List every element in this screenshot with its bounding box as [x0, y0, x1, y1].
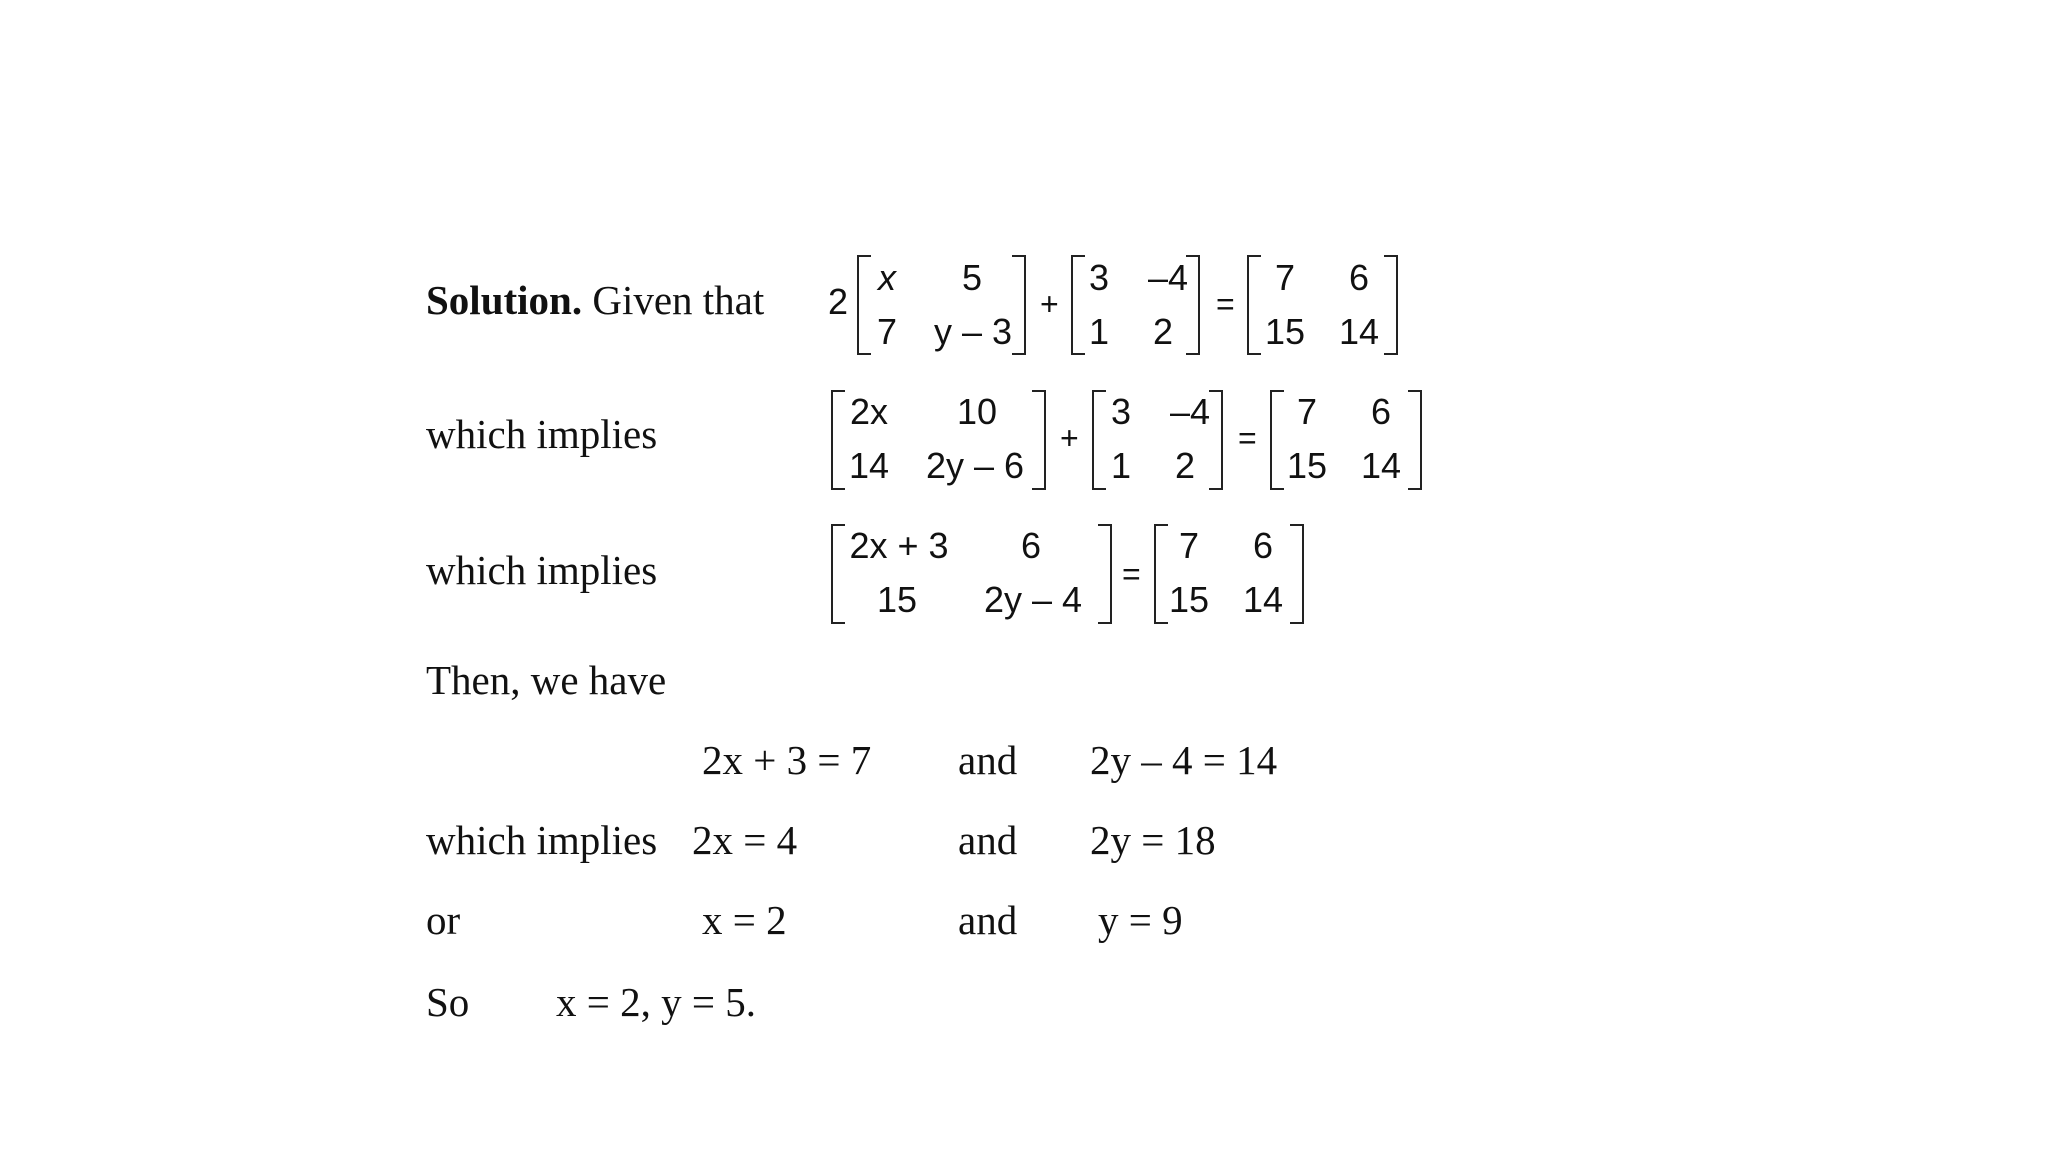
matrix-cell: 2x + 3: [849, 525, 949, 566]
matrix-cell: 15: [1286, 445, 1328, 486]
eq1-and: and: [958, 737, 1018, 783]
matrix-cell: 14: [1338, 311, 1380, 352]
matrix-cell: 6: [1020, 525, 1042, 566]
matrix-cell: 2y – 6: [925, 445, 1025, 486]
eq2-left: 2x = 4: [692, 817, 798, 863]
equals-sign: =: [1216, 286, 1235, 322]
matrix-cell: 6: [1252, 525, 1274, 566]
which-implies-label: which implies: [426, 411, 658, 457]
matrix-cell: 14: [1360, 445, 1402, 486]
solution-label: [426, 277, 765, 323]
matrix-cell: x: [878, 257, 896, 298]
eq1-right: 2y – 4 = 14: [1090, 737, 1278, 783]
final-value: x = 2, y = 5.: [556, 979, 756, 1025]
matrix-cell: y – 3: [933, 311, 1013, 352]
bracket-left: [857, 255, 871, 355]
given-that-text: Given that: [582, 277, 765, 323]
bracket-right: [1408, 390, 1422, 490]
bracket-left: [1247, 255, 1261, 355]
bracket-right: [1012, 255, 1026, 355]
eq3-right: y = 9: [1098, 897, 1183, 943]
eq2-and: and: [958, 817, 1018, 863]
matrix-cell: –4: [1169, 391, 1211, 432]
matrix-cell: 6: [1370, 391, 1392, 432]
plus-sign: +: [1040, 286, 1059, 322]
equals-sign: =: [1238, 420, 1257, 456]
solution-bold: Solution.: [426, 277, 583, 323]
bracket-right: [1032, 390, 1046, 490]
bracket-left: [1270, 390, 1284, 490]
bracket-right: [1098, 524, 1112, 624]
matrix-cell: 15: [1168, 579, 1210, 620]
eq3-label: or: [426, 897, 461, 943]
matrix-cell: 6: [1348, 257, 1370, 298]
then-text: Then, we have: [426, 657, 667, 703]
matrix-cell: 10: [956, 391, 998, 432]
matrix-cell: 3: [1088, 257, 1110, 298]
bracket-left: [1071, 255, 1085, 355]
matrix-cell: 7: [876, 311, 898, 352]
bracket-left: [1092, 390, 1106, 490]
matrix-cell: 14: [848, 445, 890, 486]
bracket-right: [1290, 524, 1304, 624]
bracket-right: [1384, 255, 1398, 355]
bracket-left: [831, 524, 845, 624]
which-implies-label: which implies: [426, 547, 658, 593]
eq3-and: and: [958, 897, 1018, 943]
bracket-left: [831, 390, 845, 490]
matrix-cell: 2: [1174, 445, 1196, 486]
matrix-cell: 14: [1242, 579, 1284, 620]
matrix-cell: 2x: [849, 391, 889, 432]
equals-sign: =: [1122, 556, 1141, 592]
scalar-two: 2: [828, 281, 849, 322]
eq2-right: 2y = 18: [1090, 817, 1216, 863]
matrix-cell: 1: [1110, 445, 1132, 486]
matrix-cell: 5: [961, 257, 983, 298]
plus-sign: +: [1060, 420, 1079, 456]
eq1-left: 2x + 3 = 7: [702, 737, 872, 783]
matrix-cell: 1: [1088, 311, 1110, 352]
bracket-right: [1209, 390, 1223, 490]
matrix-cell: 3: [1110, 391, 1132, 432]
matrix-cell: –4: [1147, 257, 1189, 298]
final-label: So: [426, 979, 470, 1025]
matrix-cell: 2y – 4: [983, 579, 1083, 620]
matrix-cell: 15: [876, 579, 918, 620]
eq3-left: x = 2: [702, 897, 787, 943]
matrix-cell: 7: [1178, 525, 1200, 566]
matrix-cell: 7: [1274, 257, 1296, 298]
bracket-right: [1186, 255, 1200, 355]
matrix-cell: 2: [1152, 311, 1174, 352]
matrix-cell: 15: [1264, 311, 1306, 352]
matrix-cell: 7: [1296, 391, 1318, 432]
eq2-label: which implies: [426, 817, 658, 863]
